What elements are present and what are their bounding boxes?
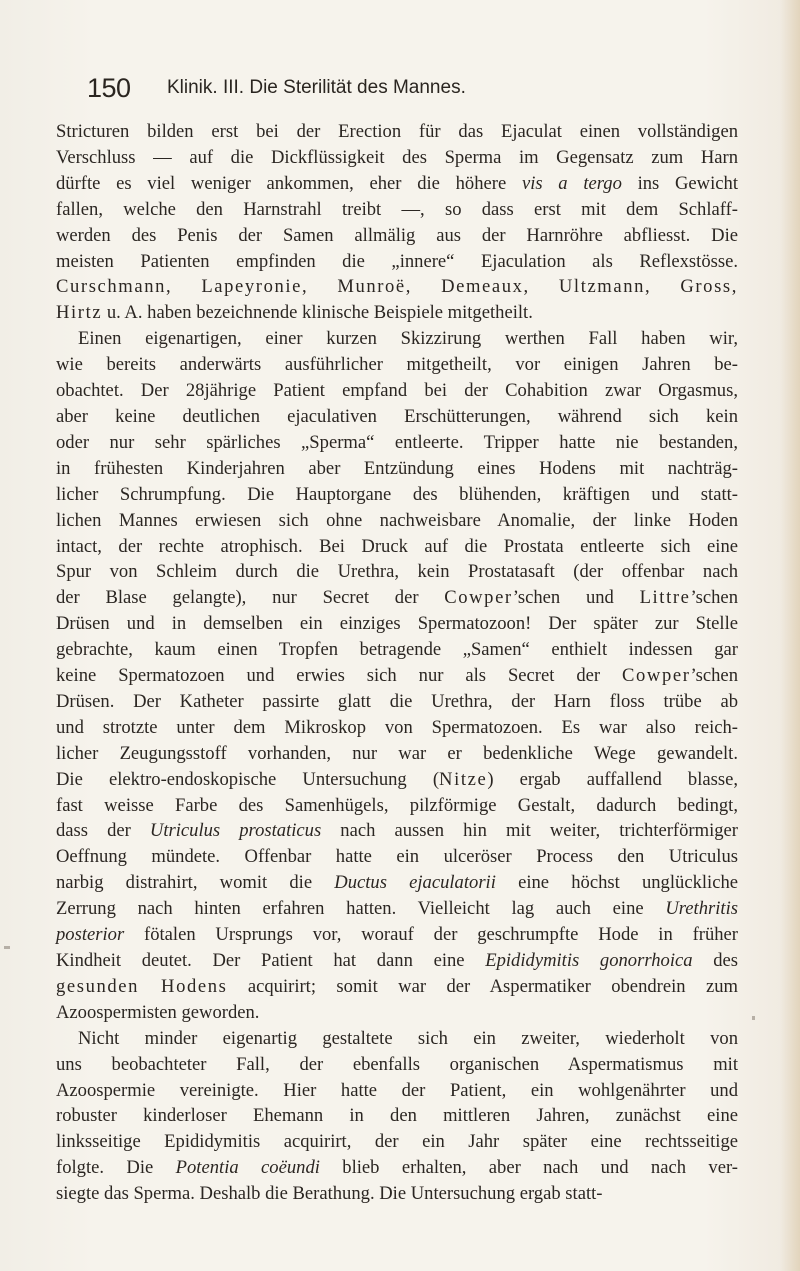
paragraph: [56, 1026, 738, 1207]
page-edge-shadow: [780, 0, 800, 1271]
italic-term: posterior: [56, 924, 125, 946]
text-run: der Blase gelangte), nur Secret der: [56, 587, 445, 609]
text-line: [56, 922, 738, 948]
italic-term: vis a tergo: [521, 172, 622, 194]
text-line: [56, 249, 738, 275]
text-run: Nicht minder eigenartig gestaltete sich ein zweiter, wiederholt von: [78, 1027, 738, 1049]
page-number: 150: [87, 73, 131, 103]
text-line: [56, 274, 738, 300]
text-run: lichen Mannes erwiesen sich ohne nachweisbare Anomalie, der linke Hoden: [56, 509, 738, 531]
text-run: oder nur sehr spärliches „Sperma“ entleerte. Tripper hatte nie bestanden,: [56, 431, 738, 453]
text-line: [56, 171, 738, 197]
spaced-name: Cowper: [622, 665, 691, 687]
text-line: [56, 508, 738, 534]
text-run: robuster kinderloser Ehemann in den mittleren Jahren, zunächst eine: [56, 1105, 738, 1127]
text-run: nach aussen hin mit weiter, trichterförmiger: [321, 820, 738, 842]
text-run: fallen, welche den Harnstrahl treibt —, so dass erst mit dem Schlaff-: [56, 198, 738, 220]
text-line: [56, 197, 738, 223]
text-line: [56, 456, 738, 482]
text-line: [56, 1103, 738, 1129]
text-run: ’schen: [690, 665, 738, 687]
text-line: [56, 741, 738, 767]
text-run: in frühesten Kinderjahren aber Entzündung eines Hodens mit nachträg-: [56, 457, 738, 479]
text-line: [56, 948, 738, 974]
running-head: Klinik. III. Die Sterilität des Mannes.: [167, 77, 466, 98]
text-line: [56, 585, 738, 611]
text-run: blieb erhalten, aber nach und nach ver-: [319, 1157, 738, 1179]
spaced-name: Curschmann, Lapeyronie, Munroë, Demeaux, Ultzmann, Gross,: [56, 276, 738, 298]
text-line: [56, 223, 738, 249]
paper-speck: [752, 1016, 755, 1020]
text-run: intact, der rechte atrophisch. Bei Druck auf die Prostata entleerte sich eine: [56, 535, 738, 557]
text-run: Spur von Schleim durch die Urethra, kein Prostatasaft (der offenbar nach: [56, 561, 738, 583]
text-line: [56, 326, 738, 352]
text-run: meisten Patienten empfinden die „innere“ Ejaculation als Reflexstösse.: [56, 250, 738, 272]
text-run: dürfte es viel weniger ankommen, eher die höhere: [56, 172, 522, 194]
text-run: siegte das Sperma. Deshalb die Berathung. Die Untersuchung ergab statt-: [56, 1183, 603, 1205]
text-line: [56, 1129, 738, 1155]
text-run: Stricturen bilden erst bei der Erection für das Ejaculat einen vollständigen: [56, 121, 738, 142]
text-line: [56, 767, 738, 793]
text-line: [56, 611, 738, 637]
text-line: [56, 974, 738, 1000]
text-run: ) ergab auffallend blasse,: [487, 768, 738, 790]
italic-term: Potentia coëundi: [175, 1157, 320, 1179]
text-run: u. A. haben bezeichnende klinische Beispiele mitgetheilt.: [102, 302, 533, 324]
text-run: licher Zeugungsstoff vorhanden, nur war er bedenkliche Wege gewandelt.: [56, 742, 738, 764]
text-run: Azoospermie vereinigte. Hier hatte der Patient, ein wohlgenährter und: [56, 1079, 738, 1101]
text-run: Drüsen und in demselben ein einziges Spermatozoon! Der später zur Stelle: [56, 613, 738, 635]
text-line: [56, 715, 738, 741]
text-run: dass der: [56, 820, 150, 842]
paper-speck: [4, 946, 10, 949]
text-line: [56, 793, 738, 819]
text-line: [56, 1026, 738, 1052]
italic-term: Urethritis: [665, 898, 738, 920]
text-line: [56, 119, 738, 145]
text-line: [56, 1155, 738, 1181]
text-line: [56, 1000, 738, 1026]
text-run: des: [692, 950, 739, 971]
text-line: [56, 1181, 738, 1207]
text-run: Verschluss — auf die Dickflüssigkeit des Sperma im Gegensatz zum Harn: [56, 146, 738, 168]
page-header: [87, 70, 727, 106]
text-run: aber keine deutlichen ejaculativen Erschütterungen, während sich kein: [56, 405, 738, 427]
text-line: [56, 145, 738, 171]
text-run: acquirirt; somit war der Aspermatiker obendrein zum: [227, 975, 738, 997]
text-run: ’schen: [690, 587, 738, 609]
text-run: folgte. Die: [56, 1157, 176, 1179]
text-run: licher Schrumpfung. Die Hauptorgane des blühenden, kräftigen und statt-: [56, 483, 738, 505]
text-line: [56, 637, 738, 663]
italic-term: Ductus ejaculatorii: [334, 872, 496, 894]
text-line: [56, 404, 738, 430]
text-line: [56, 1052, 738, 1078]
text-run: obachtet. Der 28jährige Patient empfand bei der Cohabition zwar Orgasmus,: [56, 380, 738, 402]
body-text: [56, 119, 738, 1207]
italic-term: Epididymitis gonorrhoica: [485, 950, 693, 971]
text-line: [56, 482, 738, 508]
text-run: und strotzte unter dem Mikroskop von Spermatozoen. Es war also reich-: [56, 716, 738, 738]
text-run: keine Spermatozoen und erwies sich nur als Secret der: [56, 665, 623, 687]
text-run: Einen eigenartigen, einer kurzen Skizzirung werthen Fall haben wir,: [78, 328, 738, 350]
text-line: [56, 430, 738, 456]
text-run: ’schen und: [512, 587, 640, 609]
text-line: [56, 689, 738, 715]
text-run: gebrachte, kaum einen Tropfen betragende „Samen“ enthielt indessen gar: [56, 639, 738, 661]
text-line: [56, 1078, 738, 1104]
text-line: [56, 352, 738, 378]
text-line: [56, 870, 738, 896]
text-line: [56, 559, 738, 585]
text-run: Kindheit deutet. Der Patient hat dann eine: [56, 950, 486, 971]
text-line: [56, 378, 738, 404]
text-line: [56, 818, 738, 844]
text-run: wie bereits anderwärts ausführlicher mitgetheilt, vor einigen Jahren be-: [56, 354, 738, 376]
text-run: fötalen Ursprungs vor, worauf der geschrumpfte Hode in früher: [124, 924, 738, 946]
text-run: Die elektro-endoskopische Untersuchung (: [56, 768, 440, 790]
text-line: [56, 896, 738, 922]
text-line: [56, 534, 738, 560]
paragraph: [56, 326, 738, 1025]
text-run: eine höchst unglückliche: [495, 872, 738, 894]
text-line: [56, 300, 738, 326]
text-run: werden des Penis der Samen allmälig aus der Harnröhre abfliesst. Die: [56, 224, 738, 246]
italic-term: Utriculus prostaticus: [149, 820, 322, 842]
text-run: uns beobachteter Fall, der ebenfalls organischen Aspermatismus mit: [56, 1053, 738, 1075]
text-run: Oeffnung mündete. Offenbar hatte ein ulceröser Process den Utriculus: [56, 846, 738, 868]
text-run: linksseitige Epididymitis acquirirt, der ein Jahr später eine rechtsseitige: [56, 1131, 738, 1153]
text-run: Zerrung nach hinten erfahren hatten. Vielleicht lag auch eine: [56, 898, 666, 920]
text-run: ins Gewicht: [621, 172, 738, 194]
text-run: Drüsen. Der Katheter passirte glatt die Urethra, der Harn floss trübe ab: [56, 690, 738, 712]
spaced-name: Littre: [639, 587, 691, 609]
spaced-name: gesunden Hodens: [56, 975, 228, 997]
text-run: narbig distrahirt, womit die: [56, 872, 335, 894]
spaced-name: Nitze: [439, 768, 488, 790]
spaced-name: Cowper: [444, 587, 513, 609]
spaced-name: Hirtz: [56, 302, 103, 324]
text-run: Azoospermisten geworden.: [56, 1001, 260, 1023]
text-run: fast weisse Farbe des Samenhügels, pilzförmige Gestalt, dadurch bedingt,: [56, 794, 738, 816]
text-line: [56, 663, 738, 689]
paragraph: [56, 119, 738, 326]
text-line: [56, 844, 738, 870]
